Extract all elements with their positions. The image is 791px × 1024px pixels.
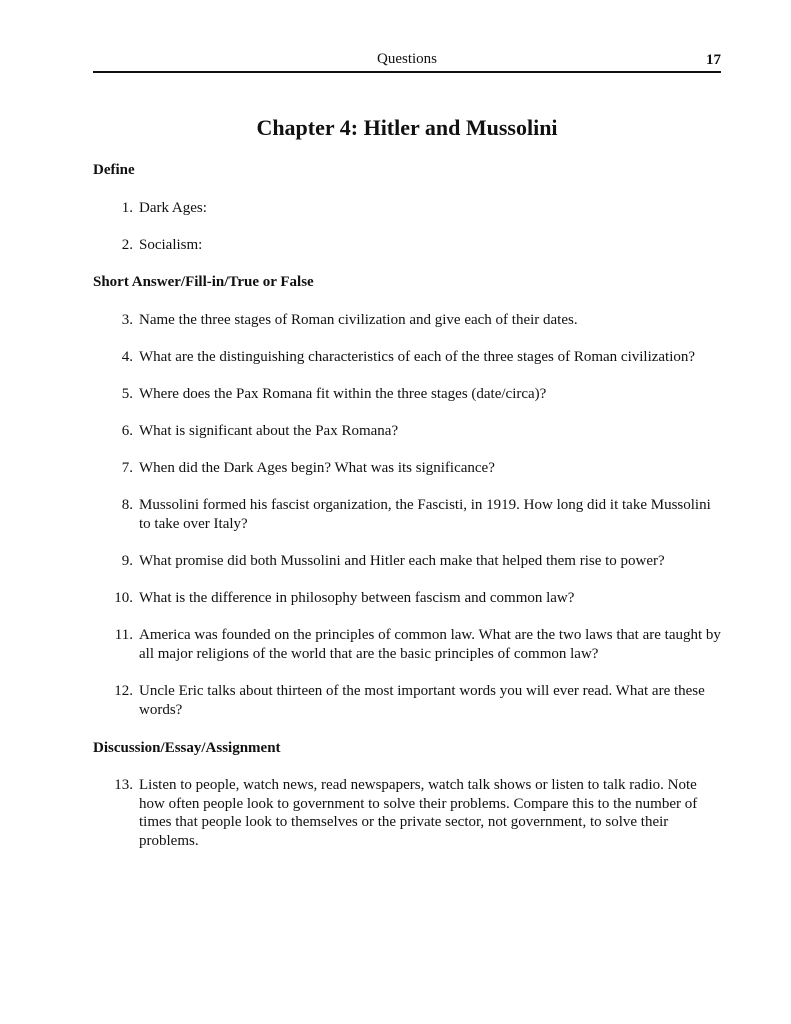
question-number: 1.	[121, 200, 133, 216]
question-text: America was founded on the principles of common law. What are the two laws that are taught by all major religions of the world that are the basic principles of common law?	[139, 627, 721, 662]
question-text: Mussolini formed his fascist organization, the Fascisti, in 1919. How long did it take Mussolini to take over Italy?	[139, 497, 711, 532]
question-text: What is the difference in philosophy between fascism and common law?	[139, 590, 575, 606]
question-number: 5.	[121, 386, 133, 402]
section-heading-discussion: Discussion/Essay/Assignment	[93, 740, 281, 756]
question-number: 4.	[121, 349, 133, 365]
question-text: Socialism:	[139, 237, 203, 253]
chapter-title: Chapter 4: Hitler and Mussolini	[256, 115, 558, 140]
page-number: 17	[706, 52, 721, 68]
page	[93, 0, 721, 1024]
question-text: Listen to people, watch news, read newspapers, watch talk shows or listen to talk radio. Note how often people look to government to solve their problems. Compare this to the number of times that people look to themselves or the private sector, not government, to solve their problems.	[139, 777, 698, 849]
question-number: 6.	[121, 423, 133, 439]
question-number: 7.	[121, 460, 133, 476]
question-text: What are the distinguishing characteristics of each of the three stages of Roman civilization?	[139, 349, 696, 365]
question-text: Where does the Pax Romana fit within the three stages (date/circa)?	[139, 386, 547, 402]
question-number: 9.	[121, 553, 133, 569]
running-title: Questions	[377, 51, 437, 67]
question-number: 3.	[121, 312, 133, 328]
question-text: Uncle Eric talks about thirteen of the most important words you will ever read. What are these words?	[139, 683, 705, 718]
question-text: What promise did both Mussolini and Hitler each make that helped them rise to power?	[139, 553, 665, 569]
section-heading-define: Define	[93, 162, 135, 178]
question-number: 12.	[114, 683, 133, 699]
question-text: What is significant about the Pax Romana?	[139, 423, 399, 439]
section-heading-short-answer: Short Answer/Fill-in/True or False	[93, 274, 314, 290]
question-number: 11.	[114, 627, 133, 643]
question-text: When did the Dark Ages begin? What was its significance?	[139, 460, 495, 476]
question-text: Dark Ages:	[139, 200, 207, 216]
question-text: Name the three stages of Roman civilization and give each of their dates.	[139, 312, 578, 328]
question-number: 10.	[114, 590, 133, 606]
question-number: 8.	[121, 497, 133, 513]
running-header	[93, 49, 721, 73]
question-number: 13.	[114, 777, 133, 793]
question-number: 2.	[121, 237, 133, 253]
